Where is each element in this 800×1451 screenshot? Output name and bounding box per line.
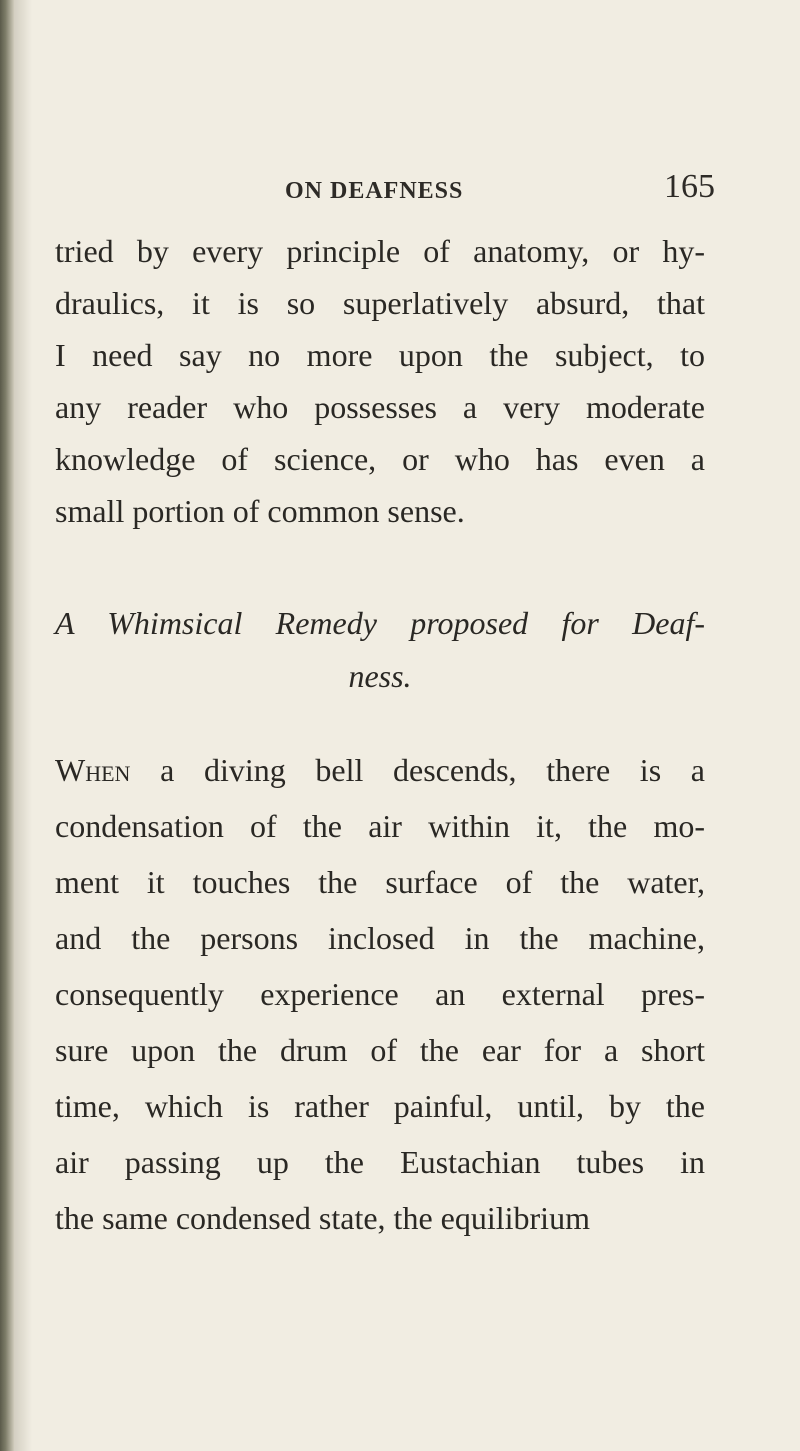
text-line: condensation of the air within it, the mo- [55, 808, 705, 844]
section-heading-line: A Whimsical Remedy proposed for Deaf- [55, 605, 705, 641]
first-line-text: a diving bell descends, there is a [130, 752, 705, 788]
text-line: any reader who possesses a very moderate [55, 389, 705, 425]
text-line: ment it touches the surface of the water, [55, 864, 705, 900]
text-line: tried by every principle of anatomy, or hy- [55, 233, 705, 269]
text-line: draulics, it is so superlatively absurd, that [55, 285, 705, 321]
text-line: time, which is rather painful, until, by the [55, 1088, 705, 1124]
text-line: I need say no more upon the subject, to [55, 337, 705, 373]
text-line [55, 752, 705, 789]
text-line: and the persons inclosed in the machine, [55, 920, 705, 956]
text-line: the same condensed state, the equilibrium [55, 1200, 590, 1236]
drop-word: When [55, 752, 131, 788]
section-heading-line: ness. [348, 658, 412, 694]
page-number: 165 [664, 168, 715, 205]
text-line: small portion of common sense. [55, 493, 465, 529]
running-head [285, 170, 715, 210]
text-line: sure upon the drum of the ear for a short [55, 1032, 705, 1068]
text-line: knowledge of science, or who has even a [55, 441, 705, 477]
text-line: air passing up the Eustachian tubes in [55, 1144, 705, 1180]
running-head-title: ON DEAFNESS [285, 178, 464, 204]
text-line: consequently experience an external pres- [55, 976, 705, 1012]
